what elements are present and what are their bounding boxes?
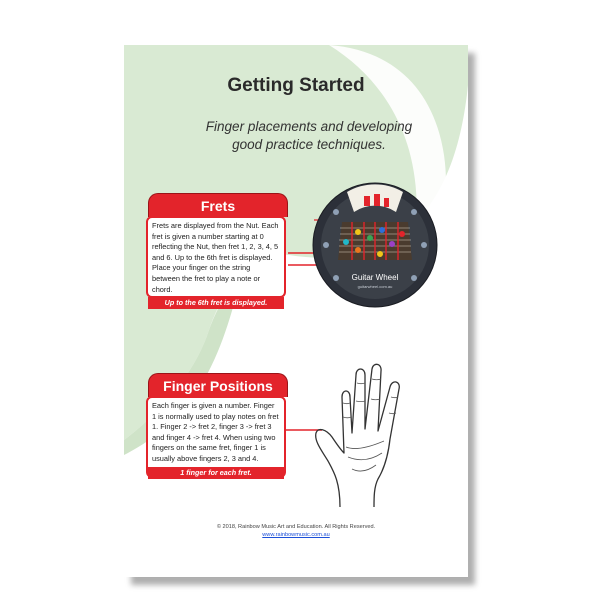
frets-footer: Up to the 6th fret is displayed. [148,297,284,309]
document-page [124,45,468,577]
finger-positions-info-box [146,396,286,478]
page-title: Getting Started [227,75,365,96]
copyright-notice: © 2018, Rainbow Music Art and Education. All Rights Reserved. [216,524,376,530]
guitar-wheel-image [312,182,438,308]
subtitle-line-1: Finger placements and developing [205,119,413,134]
wheel-site-text: guitarwheel.com.au [357,284,393,289]
finger-positions-heading: Finger Positions [148,373,288,397]
frets-info-box [146,216,286,308]
wheel-name-text: Guitar Wheel [351,273,399,282]
website-link[interactable]: www.rainbowmusic.com.au [262,532,330,538]
page-subtitle [184,118,434,154]
frets-heading: Frets [148,193,288,217]
subtitle-line-2: good practice techniques. [232,137,386,152]
finger-positions-footer: 1 finger for each fret. [148,467,284,479]
hand-outline-drawing [312,357,422,507]
frets-description: Frets are displayed from the Nut. Each fret is given a number starting at 0 reflecting the Nut, then fret 1, 2, 3, 4, 5 and 6. Up to the 6th fret is displayed. Place your finger on the string between the fret to play a note or chord. [152,221,279,294]
finger-positions-description: Each finger is given a number. Finger 1 is normally used to play notes on fret 1. Finger 2 -> fret 2, finger 3 -> fret 3 and finger 4 -> fret 4. When using two fingers on the same fret, finger 1 is usually above fingers 2, 3 and 4. [152,401,279,463]
